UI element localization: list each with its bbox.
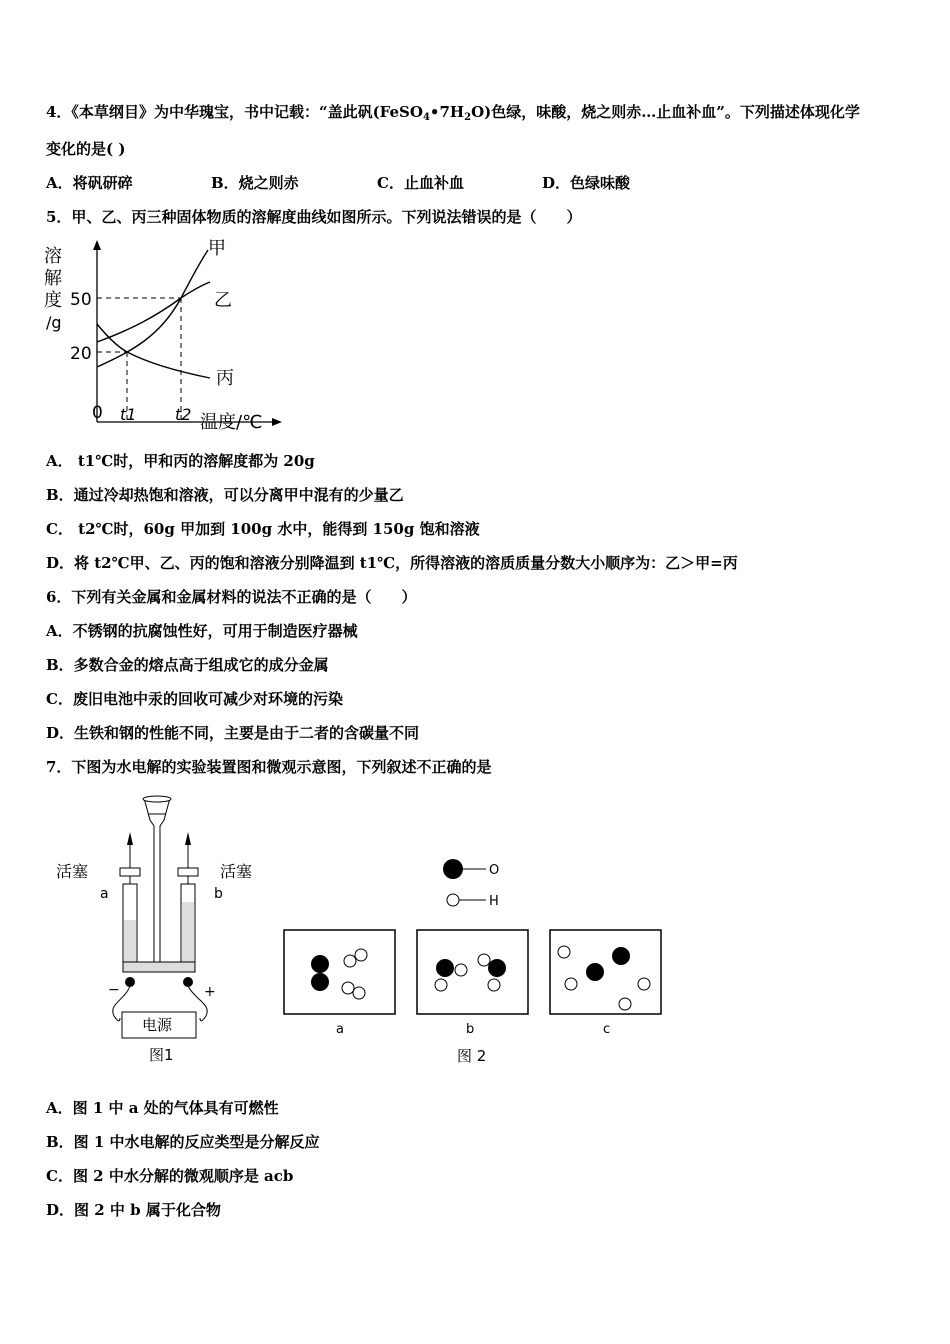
minus-label: − bbox=[108, 982, 120, 998]
chart-ylabel-2: 解 bbox=[44, 268, 62, 289]
box-b-label: b bbox=[466, 1022, 475, 1037]
q5-option-d: D．将 t2℃甲、乙、丙的饱和溶液分别降温到 t1℃，所得溶液的溶质质量分数大小顺序为：乙＞甲=丙 bbox=[46, 554, 738, 572]
tube-a-label: a bbox=[100, 886, 109, 902]
q4-option-d: D．色绿味酸 bbox=[542, 174, 631, 192]
box-a-hydrogen bbox=[344, 955, 356, 967]
diagram-box-a bbox=[284, 930, 395, 1014]
box-b-hydrogen bbox=[478, 954, 490, 966]
valve-right-stopcock bbox=[178, 868, 198, 876]
box-b-hydrogen bbox=[455, 964, 467, 976]
box-c-oxygen bbox=[612, 947, 630, 965]
chart-xtick-t1: t1 bbox=[120, 405, 137, 424]
q4-sub4: 4 bbox=[422, 112, 430, 123]
chart-curve-jia bbox=[97, 250, 208, 367]
q4-stem-line1 bbox=[46, 102, 860, 128]
q4-sub2: 2 bbox=[464, 112, 472, 123]
solubility-chart bbox=[40, 232, 290, 437]
box-b-hydrogen bbox=[435, 979, 447, 991]
box-c-hydrogen bbox=[565, 978, 577, 990]
q4-option-b: B．烧之则赤 bbox=[211, 174, 299, 192]
chart-ytick-20: 20 bbox=[70, 344, 92, 364]
valve-right-tip bbox=[185, 832, 191, 845]
q6-option-b: B．多数合金的熔点高于组成它的成分金属 bbox=[46, 656, 329, 674]
q5-option-a: A． t1℃时，甲和丙的溶解度都为 20g bbox=[46, 452, 315, 470]
electrode-left bbox=[125, 977, 135, 987]
legend-oxygen-label: O bbox=[489, 863, 500, 878]
chart-ylabel-4: /g bbox=[46, 313, 62, 332]
box-b-oxygen bbox=[488, 959, 506, 977]
fig1-caption: 图1 bbox=[149, 1046, 174, 1064]
chart-series-yi: 乙 bbox=[214, 290, 232, 311]
q7-stem: 7．下图为水电解的实验装置图和微观示意图，下列叙述不正确的是 bbox=[46, 758, 492, 776]
micro-diagram-figure bbox=[280, 850, 670, 1070]
q6-option-c: C．废旧电池中汞的回收可减少对环境的污染 bbox=[46, 690, 343, 708]
box-c-hydrogen bbox=[638, 978, 650, 990]
box-a-oxygen bbox=[311, 955, 329, 973]
chart-y-arrow bbox=[93, 240, 101, 250]
chart-curve-bing bbox=[97, 324, 210, 378]
q7-option-a: A．图 1 中 a 处的气体具有可燃性 bbox=[46, 1099, 279, 1117]
chart-xlabel: 温度/℃ bbox=[200, 412, 263, 433]
q4-option-c: C．止血补血 bbox=[377, 174, 464, 192]
diagram-box-b bbox=[417, 930, 528, 1014]
q6-option-d: D．生铁和钢的性能不同，主要是由于二者的含碳量不同 bbox=[46, 724, 420, 742]
legend-hydrogen-label: H bbox=[489, 894, 499, 909]
box-b-oxygen bbox=[436, 959, 454, 977]
box-c-oxygen bbox=[586, 963, 604, 981]
valve-left-label: 活塞 bbox=[56, 862, 89, 881]
box-a-hydrogen bbox=[355, 949, 367, 961]
tube-b-label: b bbox=[214, 886, 223, 902]
box-b-hydrogen bbox=[488, 979, 500, 991]
chart-origin: 0 bbox=[92, 403, 103, 423]
valve-right-label: 活塞 bbox=[220, 862, 253, 881]
legend-oxygen-icon bbox=[443, 859, 463, 879]
chart-series-jia: 甲 bbox=[208, 238, 226, 259]
fig2-caption: 图 2 bbox=[457, 1047, 487, 1065]
q4-stem-post: O)色绿，味酸，烧之则赤…止血补血”。下列描述体现化学 bbox=[471, 103, 860, 121]
q4-stem-pre: 4．《本草纲目》为中华瑰宝，书中记载：“盖此矾(FeSO bbox=[46, 103, 423, 121]
valve-left-tip bbox=[127, 832, 133, 845]
box-c-hydrogen bbox=[619, 998, 631, 1010]
tube-right-water bbox=[182, 902, 194, 971]
box-a-hydrogen bbox=[342, 982, 354, 994]
funnel bbox=[144, 798, 170, 962]
q7-option-c: C．图 2 中水分解的微观顺序是 acb bbox=[46, 1167, 294, 1185]
q4-stem-line2: 变化的是( ) bbox=[46, 140, 126, 158]
funnel-rim bbox=[143, 796, 171, 802]
plus-label: + bbox=[204, 984, 216, 1000]
q6-option-a: A．不锈钢的抗腐蚀性好，可用于制造医疗器械 bbox=[46, 622, 358, 640]
box-c-hydrogen bbox=[558, 946, 570, 958]
q5-option-b: B．通过冷却热饱和溶液，可以分离甲中混有的少量乙 bbox=[46, 486, 404, 504]
box-a-label: a bbox=[336, 1022, 344, 1037]
q4-stem-mid: •7H bbox=[429, 103, 465, 121]
chart-series-bing: 丙 bbox=[216, 368, 234, 389]
connecting-tube bbox=[123, 962, 195, 972]
q5-option-c: C． t2℃时，60g 甲加到 100g 水中，能得到 150g 饱和溶液 bbox=[46, 520, 480, 538]
chart-ytick-50: 50 bbox=[70, 290, 92, 310]
electrode-right bbox=[183, 977, 193, 987]
legend-hydrogen-icon bbox=[447, 894, 459, 906]
chart-ylabel-1: 溶 bbox=[44, 246, 62, 267]
valve-left-stopcock bbox=[120, 868, 140, 876]
q4-option-a: A．将矾研碎 bbox=[46, 174, 133, 192]
box-a-oxygen bbox=[311, 973, 329, 991]
chart-ylabel-3: 度 bbox=[44, 290, 62, 311]
box-c-label: c bbox=[603, 1022, 611, 1037]
diagram-box-c bbox=[550, 930, 661, 1014]
power-label: 电源 bbox=[142, 1016, 173, 1034]
box-a-hydrogen bbox=[353, 987, 365, 999]
q6-stem: 6．下列有关金属和金属材料的说法不正确的是（ ） bbox=[46, 588, 417, 606]
q7-option-d: D．图 2 中 b 属于化合物 bbox=[46, 1201, 221, 1219]
q5-stem: 5．甲、乙、丙三种固体物质的溶解度曲线如图所示。下列说法错误的是（ ） bbox=[46, 208, 582, 226]
electrolysis-apparatus-figure bbox=[50, 790, 270, 1070]
chart-xtick-t2: t2 bbox=[175, 405, 192, 424]
chart-x-arrow bbox=[272, 418, 282, 426]
q7-option-b: B．图 1 中水电解的反应类型是分解反应 bbox=[46, 1133, 320, 1151]
